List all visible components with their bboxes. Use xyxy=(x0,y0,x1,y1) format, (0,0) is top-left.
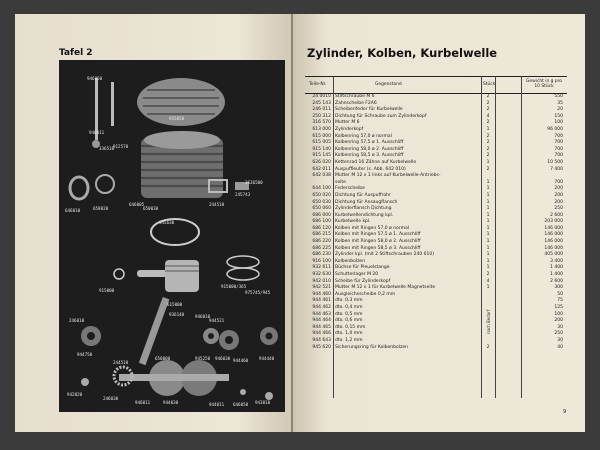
part-callout-label: 942020 xyxy=(67,392,83,397)
part-number: 942 521 xyxy=(312,285,331,291)
part-description: Mutter M 12 x 1 für Kurbelwelle Magnetseite xyxy=(335,285,436,291)
part-description: Dichtung für Auspuffrohr xyxy=(335,192,391,198)
part-description: Mutter M 6 xyxy=(335,120,360,126)
part-callout-label: 245743 xyxy=(235,192,251,197)
part-weight: 700 xyxy=(554,133,563,139)
part-callout-label: 244510 xyxy=(209,202,225,207)
part-weight: 405 000 xyxy=(544,252,563,258)
part-description: Kolbenring 57,0 ø normal xyxy=(335,133,392,139)
part-weight: 146 000 xyxy=(544,245,563,251)
part-callout-label: 944030 xyxy=(163,400,179,405)
part-weight: 250 xyxy=(554,206,563,212)
part-callout-label: 658000 xyxy=(155,356,171,361)
part-quantity: 1 xyxy=(486,212,490,218)
part-weight: 150 xyxy=(554,113,563,119)
part-quantity: 1 xyxy=(486,285,490,291)
part-number: 650 020 xyxy=(312,192,331,198)
part-callout-label: 246030 xyxy=(103,396,119,401)
part-number: 932 630 xyxy=(312,272,331,278)
part-quantity: 2 xyxy=(486,153,490,159)
part-callout-label: 945630 xyxy=(159,220,175,225)
part-description: Auspuffleuter (s. Abb. 642 010) xyxy=(335,166,406,172)
table-row xyxy=(305,206,567,213)
part-quantity: 2 xyxy=(486,120,490,126)
part-weight: 1 400 xyxy=(550,272,563,278)
part-quantity: 2 xyxy=(486,344,490,350)
part-callout-label: 646050 xyxy=(233,402,249,407)
part-description: Zahnscheibe F2A6 xyxy=(335,100,377,106)
table-row xyxy=(305,318,567,325)
part-quantity: 1 xyxy=(486,126,490,132)
part-description: Federscheibe xyxy=(335,186,365,192)
table-row xyxy=(305,120,567,127)
part-callout-label: 936140 xyxy=(169,312,185,317)
part-callout-label: 3636500 xyxy=(245,180,263,185)
part-weight: 146 000 xyxy=(544,225,563,231)
part-number: 686 120 xyxy=(312,225,331,231)
part-quantity: 1 xyxy=(486,239,490,245)
part-number: 915 145 xyxy=(312,153,331,159)
part-description: Scheibe für Zylinderkopf xyxy=(335,278,391,284)
part-callout-label: 658020 xyxy=(93,206,109,211)
part-callout-label: 946030 xyxy=(215,356,231,361)
table-row xyxy=(305,160,567,167)
part-number: 626 020 xyxy=(312,159,331,165)
table-row xyxy=(305,345,567,352)
part-quantity: 2 xyxy=(486,133,490,139)
part-description: Stiftschraube M 6 xyxy=(335,94,375,99)
part-weight: 146 000 xyxy=(544,232,563,238)
table-row xyxy=(305,107,567,114)
part-weight: 30 xyxy=(557,324,563,330)
part-description: Dichtung für Ansaugflansch xyxy=(335,199,398,205)
part-number: 686 100 xyxy=(312,219,331,225)
part-callout-label: 944440 xyxy=(259,356,275,361)
col-weight: Gewicht in g pro 10 Stück xyxy=(526,79,562,89)
plate-heading: Tafel 2 xyxy=(59,48,93,58)
part-description: Kolbenbolzen xyxy=(335,258,366,264)
part-weight: 700 xyxy=(554,153,563,159)
piston-illustration xyxy=(165,260,199,292)
table-row xyxy=(305,127,567,134)
part-quantity: 2 xyxy=(486,107,490,113)
part-weight: 300 xyxy=(554,285,563,291)
part-callout-label: 944011 xyxy=(209,402,225,407)
part-weight: 35 xyxy=(557,100,563,106)
part-weight: 550 xyxy=(554,94,563,99)
part-number: 942 010 xyxy=(312,278,331,284)
part-description: Kolben mit Ringen 57,0 ø normal xyxy=(335,225,410,231)
open-booklet xyxy=(15,14,585,442)
part-number: 915 140 xyxy=(312,146,331,152)
part-weight: 10 500 xyxy=(547,159,563,165)
part-quantity: 1 xyxy=(486,232,490,238)
table-header xyxy=(305,76,567,94)
part-quantity: 2 xyxy=(486,272,490,278)
part-quantity: 1 xyxy=(486,252,490,258)
part-weight: 2 600 xyxy=(550,212,563,218)
table-row xyxy=(305,193,567,200)
part-quantity: 2 xyxy=(486,166,490,172)
part-weight: 200 xyxy=(554,199,563,205)
part-number: 944 466 xyxy=(312,331,331,337)
col-item: Gegenstand xyxy=(375,82,402,87)
part-description: dto. 1,2 mm xyxy=(335,337,363,343)
part-weight: 100 xyxy=(554,311,563,317)
part-number: 245 143 xyxy=(312,100,331,106)
part-number: 642 011 xyxy=(312,166,331,172)
table-row xyxy=(305,140,567,147)
part-callout-label: 615000 xyxy=(167,302,183,307)
part-weight: 30 xyxy=(557,337,563,343)
part-number: 644 100 xyxy=(312,186,331,192)
part-callout-label: 946011 xyxy=(135,400,151,405)
table-row xyxy=(305,239,567,246)
part-callout-label: 912570 xyxy=(113,144,129,149)
part-description: Dichtung für Schraube zum Zylinderkopf xyxy=(335,113,427,119)
part-quantity: 1 xyxy=(486,186,490,192)
part-callout-label: 944460 xyxy=(233,358,249,363)
part-callout-label: 646005 xyxy=(129,202,145,207)
part-weight: 700 xyxy=(554,179,563,185)
part-weight: 200 xyxy=(554,192,563,198)
part-weight: 96 000 xyxy=(547,126,563,132)
part-quantity: 1 xyxy=(486,225,490,231)
part-number: 944 462 xyxy=(312,305,331,310)
table-row xyxy=(305,338,567,345)
part-weight: 1 400 xyxy=(550,265,563,271)
part-callout-label: 946050 xyxy=(87,76,103,81)
part-number: 686 230 xyxy=(312,252,331,258)
part-number: 944 465 xyxy=(312,324,331,330)
part-description: Zylinder kpl. (mit 2 Stiftschrauben 240 010) xyxy=(335,252,434,258)
part-number: 686 215 xyxy=(312,232,331,238)
table-row xyxy=(305,153,567,160)
part-number: 944 464 xyxy=(312,318,331,324)
part-number: 316 570 xyxy=(312,120,331,126)
part-description: Kolbenring 58,5 ø 3. Ausschliff xyxy=(335,153,404,159)
part-number: 24 0010 xyxy=(312,94,331,99)
part-description: Kolbenring 58,0 ø 2. Ausschliff xyxy=(335,146,404,152)
part-number: 686 225 xyxy=(312,245,331,251)
part-description: Zylinderkopf xyxy=(335,126,364,132)
part-description: Kurbelwelle kpl. xyxy=(335,219,371,225)
part-number: 686 000 xyxy=(312,212,331,218)
parts-table xyxy=(305,94,567,351)
part-callout-label: 946010 xyxy=(195,314,211,319)
part-callout-label: 650030 xyxy=(143,206,159,211)
part-number: 916 100 xyxy=(312,258,331,264)
part-number: 613 000 xyxy=(312,126,331,132)
part-quantity: 2 xyxy=(486,146,490,152)
part-number: 944 461 xyxy=(312,298,331,304)
part-number: 650 030 xyxy=(312,199,331,205)
parts-diagram xyxy=(59,60,285,412)
part-weight: 3 400 xyxy=(550,258,563,264)
table-row xyxy=(305,331,567,338)
part-number: 615 005 xyxy=(312,140,331,146)
part-description: Kolben mit Ringen 58,5 ø 3. Ausschliff xyxy=(335,245,421,251)
left-page xyxy=(15,14,293,432)
part-quantity: 1 xyxy=(486,206,490,212)
part-callout-label: 975745/945 xyxy=(245,290,271,295)
part-weight: 700 xyxy=(554,140,563,146)
part-weight: 50 xyxy=(557,291,563,297)
part-weight: 125 xyxy=(554,305,563,310)
cylinder-illustration xyxy=(141,131,223,198)
part-quantity: 1 xyxy=(486,219,490,225)
part-description: Schutterlager M 20 xyxy=(335,272,379,278)
part-description: Sicherungsring für Kolbenbolzen xyxy=(335,344,408,350)
part-description: Mutter M 12 x 1 links auf Kurbelwelle-Antriebs- xyxy=(335,173,441,179)
part-description: Kolben mit Ringen 58,0 ø 2. Ausschliff xyxy=(335,239,421,245)
part-quantity: 2 xyxy=(486,140,490,146)
part-number: 650 060 xyxy=(312,206,331,212)
part-number: 686 220 xyxy=(312,239,331,245)
part-callout-label: 944521 xyxy=(209,318,225,323)
table-row xyxy=(305,298,567,305)
part-callout-label: 945250 xyxy=(195,356,211,361)
table-row xyxy=(305,252,567,259)
part-description: dto. 0,6 mm xyxy=(335,318,363,324)
table-row xyxy=(305,94,567,101)
part-number: 944 643 xyxy=(312,337,331,343)
part-callout-label: 336510 xyxy=(99,146,115,151)
part-callout-label: 946011 xyxy=(89,130,105,135)
part-weight: 200 xyxy=(554,318,563,324)
part-number: 250 312 xyxy=(312,113,331,119)
part-weight: 146 000 xyxy=(544,239,563,245)
part-callout-label: 943010 xyxy=(255,400,271,405)
part-description: Zylinderflansch Dichtung xyxy=(335,206,392,212)
part-quantity: 1 xyxy=(486,159,490,165)
part-description: Büchse für Pleuelstange xyxy=(335,265,390,271)
part-number: 944 463 xyxy=(312,311,331,317)
part-description: dto. 1,0 mm xyxy=(335,331,363,337)
part-quantity: 2 xyxy=(486,94,490,99)
part-callout-label: 915000/365 xyxy=(221,284,247,289)
part-description: Scheibenfeder für Kurbelwelle xyxy=(335,107,403,113)
part-number: 932 611 xyxy=(312,265,331,271)
part-weight: 200 xyxy=(554,186,563,192)
part-description: dto. 0,4 mm xyxy=(335,305,363,310)
page-number: 9 xyxy=(563,409,567,415)
part-weight: 7 400 xyxy=(550,166,563,172)
part-number: 246 011 xyxy=(312,107,331,113)
part-quantity: 1 xyxy=(486,258,490,264)
part-description: Kettenrad 16 Zähne auf Kurbelwelle xyxy=(335,159,417,165)
page-title: Zylinder, Kolben, Kurbelwelle xyxy=(307,46,498,60)
part-quantity: 4 xyxy=(486,113,490,119)
part-weight: 203 000 xyxy=(544,219,563,225)
part-weight: 250 xyxy=(554,331,563,337)
right-page xyxy=(293,14,585,432)
part-number: 944 460 xyxy=(312,291,331,297)
part-quantity: 1 xyxy=(486,199,490,205)
part-quantity: 2 xyxy=(486,100,490,106)
part-description: dto. 0,3 mm xyxy=(335,298,363,304)
part-callout-label: 246010 xyxy=(69,318,85,323)
exploded-parts-photo xyxy=(59,60,285,412)
part-description: seite xyxy=(335,179,346,185)
table-row xyxy=(305,272,567,279)
part-weight: 40 xyxy=(557,344,563,350)
part-description: dto. 0,15 mm xyxy=(335,324,366,330)
part-description: Kolben mit Ringen 57,5 ø 1. Ausschliff xyxy=(335,232,421,238)
part-description: Ausgleichsscheibe 0,2 mm xyxy=(335,291,396,297)
part-callout-label: 955050 xyxy=(169,116,185,121)
part-weight: 100 xyxy=(554,120,563,126)
part-quantity: 1 xyxy=(486,192,490,198)
part-number: 642 038 xyxy=(312,173,331,179)
part-description: Kolbenring 57,5 ø 1. Ausschliff xyxy=(335,140,404,146)
table-row xyxy=(305,219,567,226)
table-row xyxy=(305,186,567,193)
part-weight: 2 600 xyxy=(550,278,563,284)
part-callout-label: 646010 xyxy=(65,208,81,213)
part-quantity: 1 xyxy=(486,179,490,185)
table-row xyxy=(305,305,567,312)
part-description: Kurbelwellendichtung kpl. xyxy=(335,212,394,218)
part-description: dto. 0,5 mm xyxy=(335,311,363,317)
part-weight: 700 xyxy=(554,146,563,152)
as-needed-note: nach Bedarf xyxy=(486,309,491,334)
table-row xyxy=(305,285,567,292)
part-callout-label: 244510 xyxy=(113,360,129,365)
part-number: 945 620 xyxy=(312,344,331,350)
part-quantity: 4 xyxy=(486,278,490,284)
part-weight: 20 xyxy=(557,107,563,113)
col-part-no: Teile-Nr. xyxy=(309,82,327,87)
part-weight: 75 xyxy=(557,298,563,304)
col-qty: Stück xyxy=(483,82,496,87)
table-row xyxy=(305,173,567,180)
part-quantity: 1 xyxy=(486,265,490,271)
part-callout-label: 944750 xyxy=(77,352,93,357)
part-quantity: 1 xyxy=(486,245,490,251)
part-callout-label: 915000 xyxy=(99,288,115,293)
part-number: 615 000 xyxy=(312,133,331,139)
